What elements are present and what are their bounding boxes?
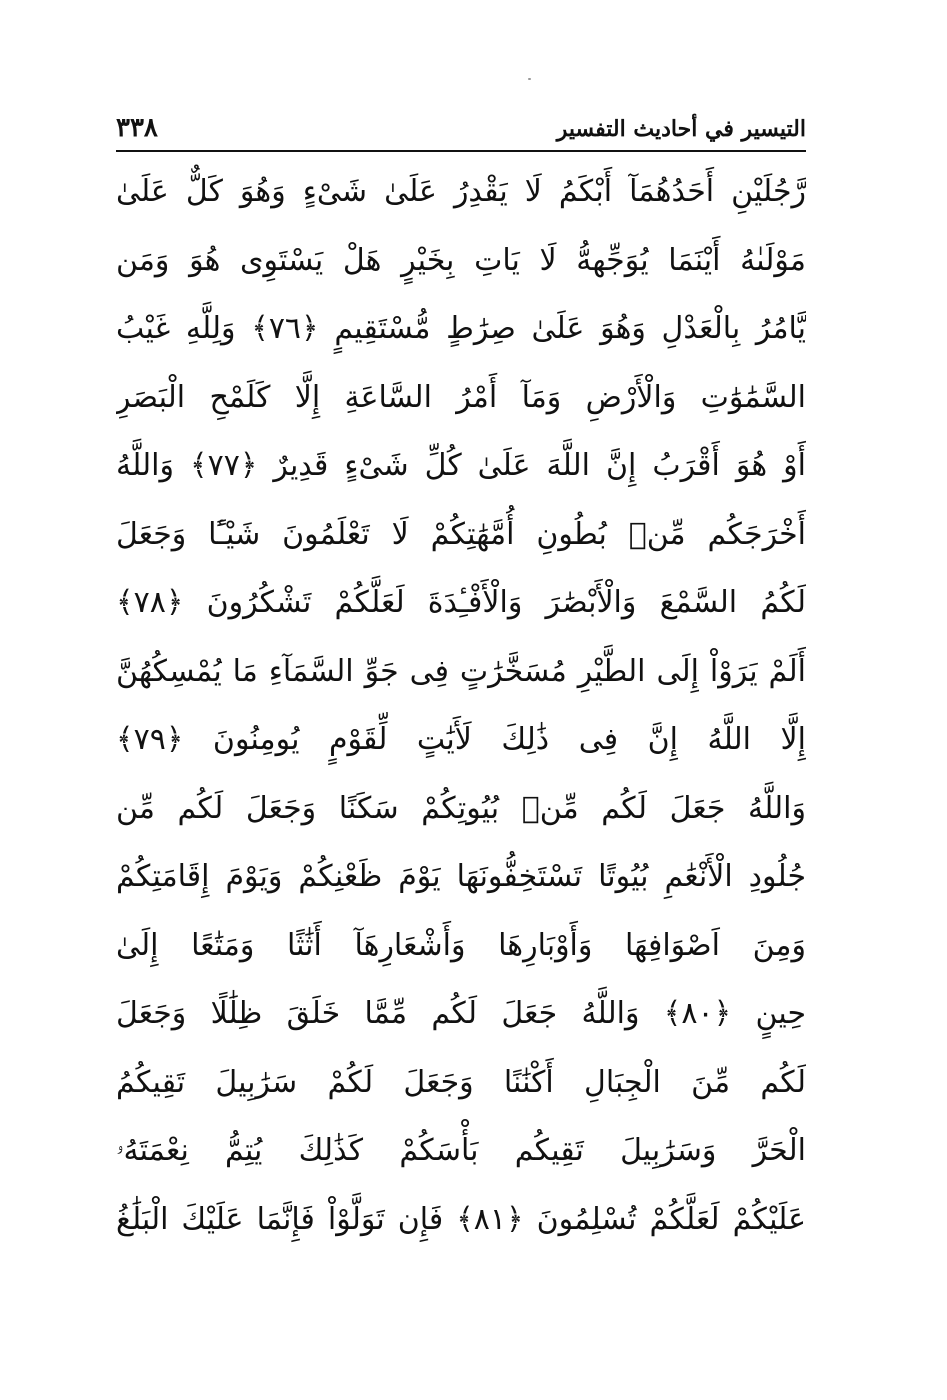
text-line: وَمِنَ اَصْوَافِهَا وَأَوْبَارِهَا وَأَشْعَارِهَآ أَثَٰثًا وَمَتَٰعًا إِلَىٰ [116, 927, 806, 963]
text-line: أَخْرَجَكُم مِّنۢ بُطُونِ أُمَّهَٰتِكُمْ لَا تَعْلَمُونَ شَيْـًٔا وَجَعَلَ [116, 516, 806, 552]
text-line: جُلُودِ الْأَنْعَٰمِ بُيُوتًا تَسْتَخِفُّونَهَا يَوْمَ ظَعْنِكُمْ وَيَوْمَ إِقَامَتِكُمْ [116, 859, 806, 894]
text-line: أَلَمْ يَرَوْاْ إِلَى الطَّيْرِ مُسَخَّرَٰتٍ فِى جَوِّ السَّمَآءِ مَا يُمْسِكُهُنَّ [116, 653, 806, 689]
page-number: ٣٣٨ [116, 113, 158, 143]
text-line: مَوْلَىٰهُ أَيْنَمَا يُوَجِّههُّ لَا يَاتِ بِخَيْرٍ هَلْ يَسْتَوِى هُوَ وَمَن [116, 242, 806, 278]
text-line: وَاللَّهُ جَعَلَ لَكُم مِّنۢ بُيُوتِكُمْ سَكَنًا وَجَعَلَ لَكُم مِّن [116, 790, 806, 826]
text-line: رَّجُلَيْنِ أَحَدُهُمَآ أَبْكَمُ لَا يَقْدِرُ عَلَىٰ شَىْءٍ وَهُوَ كَلٌّ عَلَىٰ [116, 174, 806, 209]
text-line: لَكُم مِّنَ الْجِبَالِ أَكْنَٰنًا وَجَعَلَ لَكُمْ سَرَٰبِيلَ تَقِيكُمُ [116, 1064, 806, 1100]
scan-speck [528, 78, 531, 80]
text-line: عَلَيْكُمْ لَعَلَّكُمْ تُسْلِمُونَ ﴿٨١﴾ فَإِن تَوَلَّوْاْ فَإِنَّمَا عَلَيْكَ الْبَلَٰغُ [116, 1201, 806, 1237]
text-line: لَكُمُ السَّمْعَ وَالْأَبْصَٰرَ وَالْأَفْـِٔدَةَ لَعَلَّكُمْ تَشْكُرُونَ ﴿٧٨﴾ [116, 585, 806, 620]
text-line: الْحَرَّ وَسَرَٰبِيلَ تَقِيكُم بَأْسَكُمْ كَذَٰلِكَ يُتِمُّ نِعْمَتَهُۥ [116, 1133, 806, 1168]
text-line: السَّمَٰوَٰتِ وَالْأَرْضِ وَمَآ أَمْرُ السَّاعَةِ إِلَّا كَلَمْحِ الْبَصَرِ [116, 379, 806, 415]
text-line: أَوْ هُوَ أَقْرَبُ إِنَّ اللَّهَ عَلَىٰ كُلِّ شَىْءٍ قَدِيرٌ ﴿٧٧﴾ وَاللَّهُ [116, 448, 806, 483]
text-line: حِينٍ ﴿٨٠﴾ وَاللَّهُ جَعَلَ لَكُم مِّمَّا خَلَقَ ظِلَٰلًا وَجَعَلَ [116, 996, 806, 1031]
page-header [116, 112, 806, 148]
text-line: يَّامُرُ بِالْعَدْلِ وَهُوَ عَلَىٰ صِرَٰطٍ مُّسْتَقِيمٍ ﴿٧٦﴾ وَلِلَّهِ غَيْبُ [116, 311, 806, 346]
header-divider [116, 150, 806, 152]
running-title: التيسير في أحاديث التفسير [556, 116, 806, 142]
quran-text-block [116, 158, 806, 1254]
text-line: إِلَّا اللَّهُ إِنَّ فِى ذَٰلِكَ لَأَيَٰتٍ لِّقَوْمٍ يُومِنُونَ ﴿٧٩﴾ [116, 722, 806, 757]
